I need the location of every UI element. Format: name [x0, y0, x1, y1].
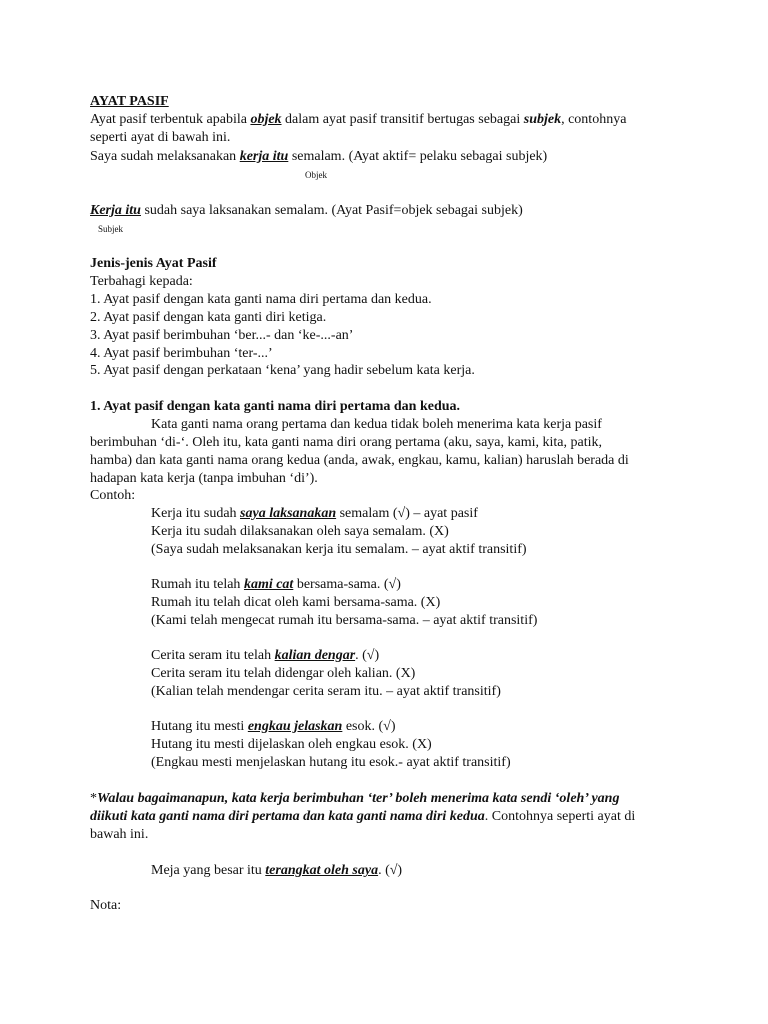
section1-title: 1. Ayat pasif dengan kata ganti nama diri pertama dan kedua.	[90, 399, 461, 414]
example-text: . (√)	[355, 648, 380, 663]
note-star: *	[90, 791, 97, 806]
types-title: Jenis-jenis Ayat Pasif	[90, 256, 217, 271]
page-heading: AYAT PASIF	[90, 94, 169, 109]
example-text: bersama-sama. (√)	[293, 577, 401, 592]
example-wrong: Hutang itu mesti dijelaskan oleh engkau esok. (X)	[151, 737, 432, 752]
types-item: 2. Ayat pasif dengan kata ganti diri ketiga.	[90, 310, 327, 325]
contoh-label: Contoh:	[90, 488, 136, 503]
types-item: 4. Ayat pasif berimbuhan ‘ter-...’	[90, 346, 273, 361]
example-highlight: terangkat oleh saya	[265, 863, 379, 878]
example-correct	[151, 576, 401, 594]
example-active: (Engkau mesti menjelaskan hutang itu esok.- ayat aktif transitif)	[151, 755, 511, 770]
example-active: (Kalian telah mendengar cerita seram itu. – ayat aktif transitif)	[151, 684, 501, 699]
note-line-3: bawah ini.	[90, 827, 149, 842]
term-subjek: subjek	[523, 112, 562, 127]
example-text: sudah saya laksanakan semalam. (Ayat Pasif=objek sebagai subjek)	[140, 203, 523, 218]
example-highlight: engkau jelaskan	[247, 719, 343, 734]
section1-body: berimbuhan ‘di-‘. Oleh itu, kata ganti nama diri orang pertama (aku, saya, kami, kita, patik,	[90, 435, 602, 450]
types-item: 3. Ayat pasif berimbuhan ‘ber...- dan ‘ke-...-an’	[90, 328, 354, 343]
note-text: . Contohnya seperti ayat di	[484, 809, 636, 824]
types-lead: Terbahagi kepada:	[90, 274, 193, 289]
annotation-subjek: Subjek	[98, 224, 124, 234]
example-text: Hutang itu mesti	[151, 719, 248, 734]
note-emphasis: Walau bagaimanapun, kata kerja berimbuhan ‘ter’ boleh menerima kata sendi ‘oleh’ yang	[97, 791, 620, 806]
example-text: . (√)	[378, 863, 403, 878]
term-objek: objek	[250, 112, 282, 127]
example-highlight: kami cat	[243, 577, 294, 592]
nota-label: Nota:	[90, 898, 122, 913]
example-highlight: kalian dengar	[274, 648, 356, 663]
section1-body: hamba) dan kata ganti nama orang kedua (anda, awak, engkau, kamu, kalian) haruslah berada di	[90, 453, 629, 468]
types-item: 5. Ayat pasif dengan perkataan ‘kena’ yang hadir sebelum kata kerja.	[90, 363, 475, 378]
example-text: Kerja itu sudah	[151, 506, 241, 521]
section1-body: Kata ganti nama orang pertama dan kedua tidak boleh menerima kata kerja pasif	[151, 417, 602, 432]
intro-line-2: seperti ayat di bawah ini.	[90, 130, 231, 145]
example-correct	[151, 718, 396, 736]
note-line-2	[90, 808, 635, 826]
note-emphasis: diikuti kata ganti nama diri pertama dan kata ganti nama diri kedua	[90, 809, 485, 824]
intro-line-1	[90, 111, 626, 129]
passive-example	[90, 202, 523, 220]
example-wrong: Rumah itu telah dicat oleh kami bersama-sama. (X)	[151, 595, 441, 610]
example-text: Meja yang besar itu	[151, 863, 266, 878]
note-line-1	[90, 790, 619, 808]
example-correct	[151, 862, 402, 880]
example-text: Cerita seram itu telah	[151, 648, 275, 663]
example-text: semalam. (Ayat aktif= pelaku sebagai subjek)	[288, 149, 548, 164]
example-correct	[151, 647, 379, 665]
example-wrong: Kerja itu sudah dilaksanakan oleh saya semalam. (X)	[151, 524, 449, 539]
intro-text: dalam ayat pasif transitif bertugas sebagai	[281, 112, 524, 127]
example-active: (Kami telah mengecat rumah itu bersama-sama. – ayat aktif transitif)	[151, 613, 538, 628]
example-active: (Saya sudah melaksanakan kerja itu semalam. – ayat aktif transitif)	[151, 542, 527, 557]
example-wrong: Cerita seram itu telah didengar oleh kalian. (X)	[151, 666, 416, 681]
example-highlight: saya laksanakan	[240, 506, 337, 521]
section1-body: hadapan kata kerja (tanpa imbuhan ‘di’).	[90, 471, 318, 486]
active-example	[90, 148, 547, 166]
example-text: Saya sudah melaksanakan	[90, 149, 240, 164]
intro-text: Ayat pasif terbentuk apabila	[90, 112, 251, 127]
example-text: semalam (√) – ayat pasif	[336, 506, 478, 521]
intro-text: , contohnya	[561, 112, 627, 127]
example-text: esok. (√)	[342, 719, 396, 734]
types-item: 1. Ayat pasif dengan kata ganti nama diri pertama dan kedua.	[90, 292, 432, 307]
example-subject: Kerja itu	[90, 203, 141, 218]
annotation-objek: Objek	[305, 170, 327, 180]
example-object: kerja itu	[239, 149, 289, 164]
example-text: Rumah itu telah	[151, 577, 244, 592]
example-correct	[151, 505, 478, 523]
